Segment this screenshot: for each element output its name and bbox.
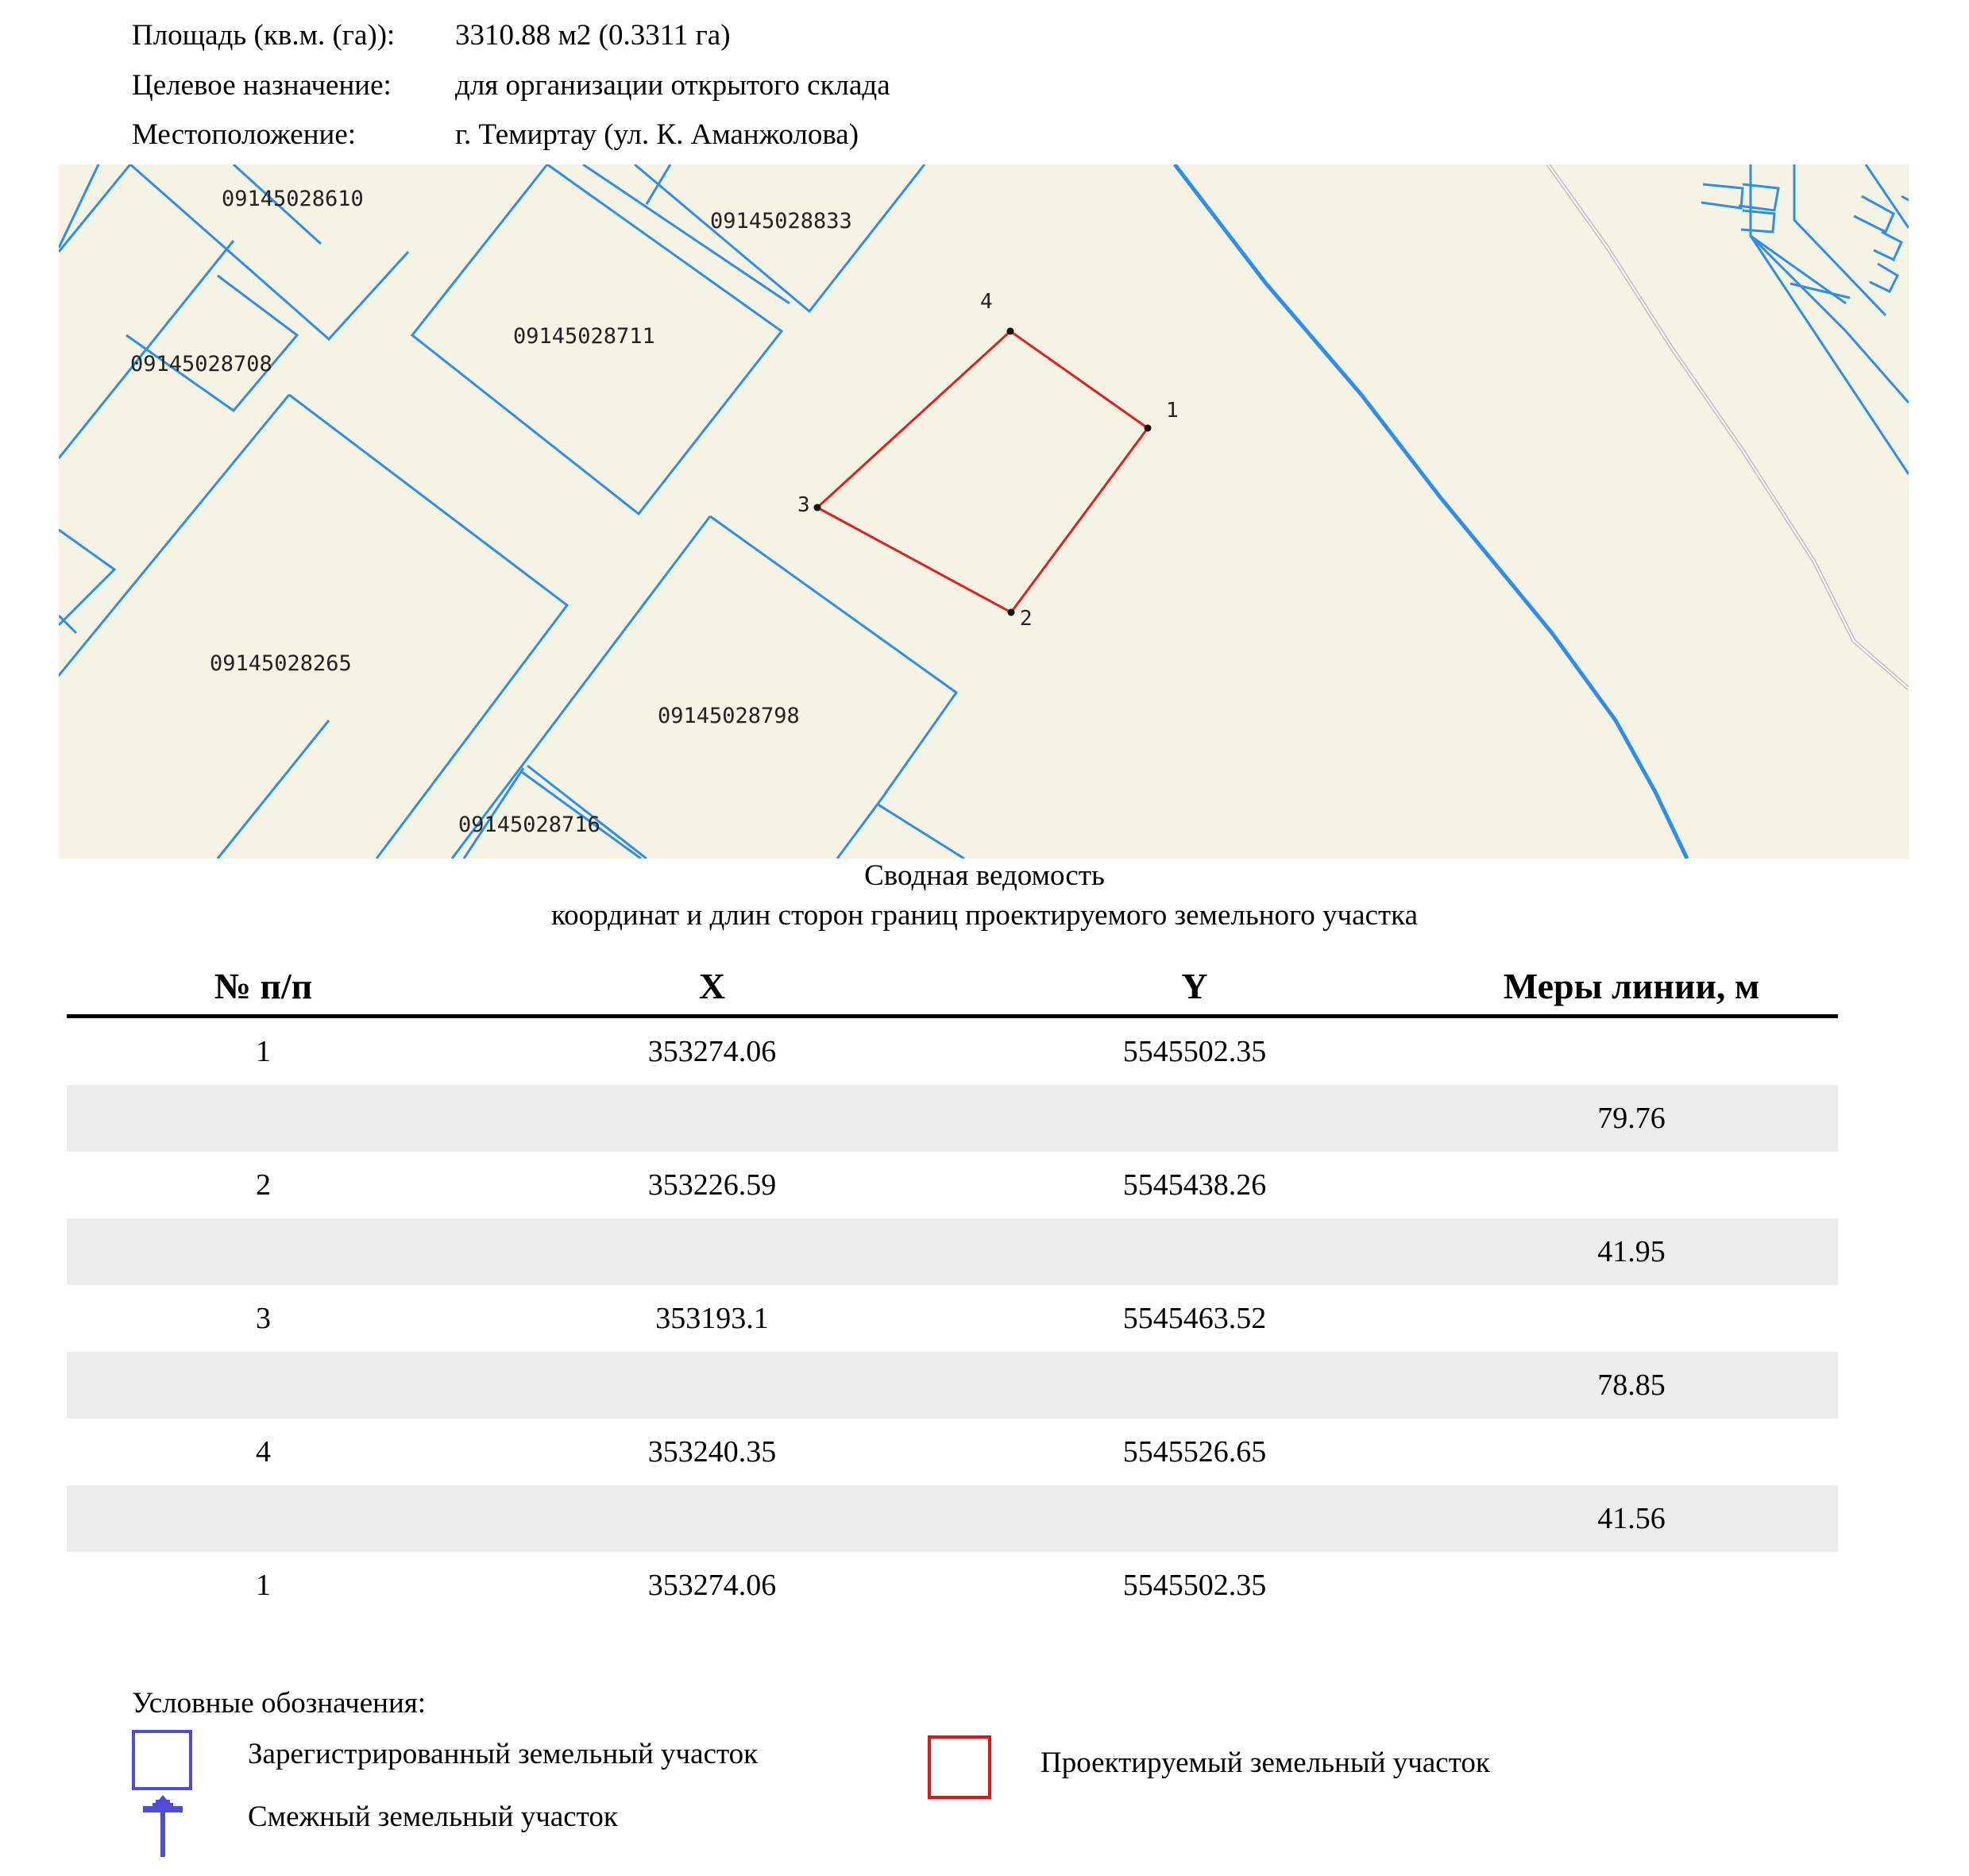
point-x: 353193.1 <box>655 1302 769 1335</box>
legend-adjacent-label: Смежный земельный участок <box>248 1801 618 1833</box>
point-number: 3 <box>256 1302 271 1335</box>
parcel-label-833: 09145028833 <box>710 209 852 234</box>
point-y: 5545502.35 <box>1122 1569 1267 1602</box>
length-row <box>67 1218 1838 1285</box>
vertex-label-3: 3 <box>797 493 810 517</box>
location-value: г. Темиртау (ул. К. Аманжолова) <box>455 118 859 151</box>
vertex-point-2 <box>1008 609 1015 616</box>
area-value: 3310.88 м2 (0.3311 га) <box>455 19 731 52</box>
point-y: 5545526.65 <box>1122 1435 1267 1469</box>
point-number: 4 <box>256 1435 271 1469</box>
vertex-point-4 <box>1007 328 1014 335</box>
header-line-length: Меры линии, м <box>1425 957 1838 1017</box>
vertex-point-3 <box>814 504 821 511</box>
point-x: 353274.06 <box>647 1035 777 1068</box>
vertex-label-1: 1 <box>1166 399 1179 423</box>
parcel-label-265: 09145028265 <box>210 651 352 676</box>
line-length: 79.76 <box>1425 1085 1838 1152</box>
line-length: 78.85 <box>1425 1352 1838 1419</box>
parcel-label-711: 09145028711 <box>513 324 655 349</box>
point-y: 5545438.26 <box>1122 1168 1267 1202</box>
header-number: № п/п <box>67 957 460 1017</box>
table-row <box>67 1419 1838 1485</box>
point-x: 353240.35 <box>647 1435 777 1469</box>
purpose-label: Целевое назначение: <box>132 69 392 102</box>
header-y: Y <box>964 957 1425 1017</box>
vertex-point-1 <box>1145 425 1152 432</box>
line-length: 41.56 <box>1425 1485 1838 1552</box>
parcel-label-716: 09145028716 <box>458 813 600 837</box>
empty-cell <box>1425 1285 1838 1352</box>
vertex-label-4: 4 <box>980 290 993 314</box>
vertex-label-2: 2 <box>1020 607 1033 631</box>
length-row <box>67 1352 1838 1419</box>
legend-projected-label: Проектируемый земельный участок <box>1040 1747 1490 1779</box>
header-x: X <box>460 957 964 1017</box>
summary-subtitle: координат и длин сторон границ проектируемого земельного участка <box>551 899 1418 932</box>
table-row <box>67 1285 1838 1352</box>
location-label: Местоположение: <box>132 118 357 151</box>
point-number: 1 <box>256 1569 271 1602</box>
point-y: 5545463.52 <box>1122 1302 1267 1335</box>
area-row <box>132 18 731 53</box>
location-row <box>132 118 859 152</box>
cadastral-map <box>59 164 1909 859</box>
projected-parcel-symbol <box>928 1735 991 1799</box>
legend-title: Условные обозначения: <box>132 1687 427 1720</box>
table-row <box>67 1017 1838 1086</box>
legend-registered-label: Зарегистрированный земельный участок <box>248 1738 759 1770</box>
area-label: Площадь (кв.м. (га)): <box>132 19 396 52</box>
parcel-label-708: 09145028708 <box>130 352 272 376</box>
point-x: 353274.06 <box>647 1569 777 1602</box>
purpose-row <box>132 68 890 103</box>
point-number: 1 <box>256 1035 271 1068</box>
line-length: 41.95 <box>1425 1218 1838 1285</box>
table-row <box>67 1152 1838 1218</box>
parcel-label-798: 09145028798 <box>658 704 800 728</box>
parcel-label-610: 09145028610 <box>222 187 364 211</box>
summary-title: Сводная ведомость <box>864 859 1105 892</box>
length-row <box>67 1085 1838 1152</box>
empty-cell <box>1425 1017 1838 1086</box>
point-number: 2 <box>256 1168 271 1202</box>
empty-cell <box>1425 1419 1838 1485</box>
adjacent-parcel-arrow-icon <box>135 1795 191 1859</box>
length-row <box>67 1485 1838 1552</box>
coordinates-table <box>67 957 1838 1619</box>
registered-parcel-symbol <box>132 1730 192 1790</box>
point-y: 5545502.35 <box>1122 1035 1267 1068</box>
empty-cell <box>1425 1152 1838 1218</box>
empty-cell <box>1425 1552 1838 1619</box>
point-x: 353226.59 <box>647 1168 777 1202</box>
table-row <box>67 1552 1838 1619</box>
table-header-row <box>67 957 1838 1017</box>
purpose-value: для организации открытого склада <box>455 69 890 102</box>
map-background <box>59 164 1909 859</box>
